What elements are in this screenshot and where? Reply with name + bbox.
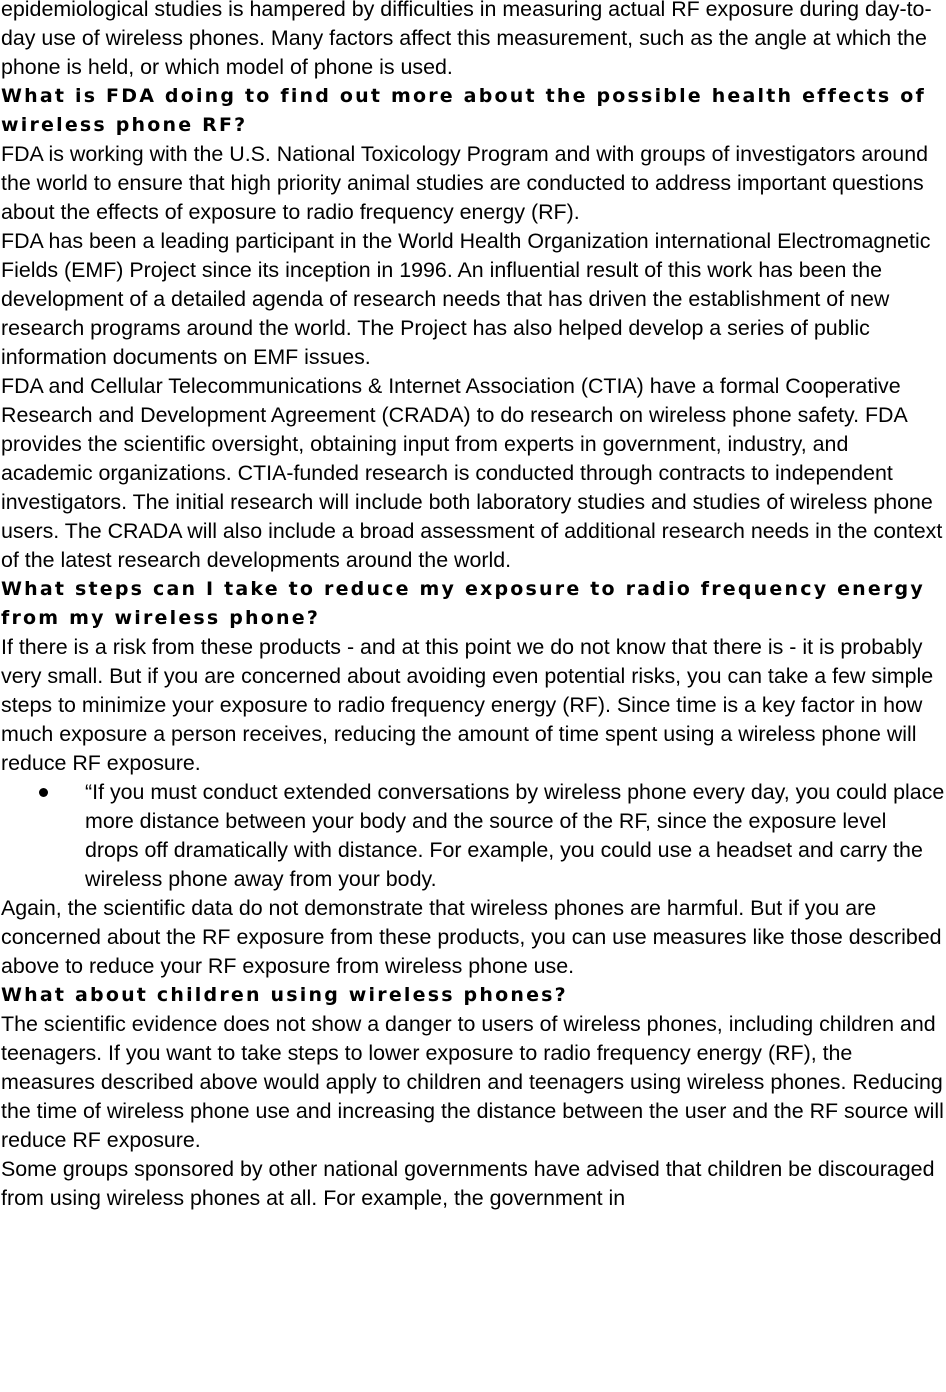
paragraph-again-scientific: Again, the scientific data do not demonstrate that wireless phones are harmful. But if you are concerned about the RF exposure from these products, you can use measures like those described above to reduce your RF exposure from wireless phone use. [1,896,942,978]
bullet-item [1,778,945,894]
heading-fda-research: What is FDA doing to find out more about the possible health effects of wireless phone RF? [1,85,926,136]
bullet-dot-icon [39,788,48,797]
paragraph-children-evidence: The scientific evidence does not show a danger to users of wireless phones, including children and teenagers. If you want to take steps to lower exposure to radio frequency energy (RF), the measures described above would apply to children and teenagers using wireless phones. Reducing the time of wireless phone use and increasing the distance between the user and the RF source will reduce RF exposure. [1,1012,944,1152]
paragraph-ctia-crada: FDA and Cellular Telecommunications & Internet Association (CTIA) have a formal Cooperative Research and Development Agreement (CRADA) to do research on wireless phone safety. FDA provides the scientific oversight, obtaining input from experts in government, industry, and academic organizations. CTIA-funded research is conducted through contracts to independent investigators. The initial research will include both laboratory studies and studies of wireless phone users. The CRADA will also include a broad assessment of additional research needs in the context of the latest research developments around the world. [1,374,943,572]
paragraph-rf-measurement: epidemiological studies is hampered by difficulties in measuring actual RF exposure during day-to-day use of wireless phones. Many factors affect this measurement, such as the angle at which the phone is held, or which model of phone is used. [1,0,932,79]
heading-reduce-exposure: What steps can I take to reduce my exposure to radio frequency energy from my wireless phone? [1,578,925,629]
bullet-list [1,778,945,894]
paragraph-who-emf: FDA has been a leading participant in the World Health Organization international Electromagnetic Fields (EMF) Project since its inception in 1996. An influential result of this work has been the development of a detailed agenda of research needs that has driven the establishment of new research programs around the world. The Project has also helped develop a series of public information documents on EMF issues. [1,229,931,369]
paragraph-risk-small: If there is a risk from these products - and at this point we do not know that there is - it is probably very small. But if you are concerned about avoiding even potential risks, you can take a few simple steps to minimize your exposure to radio frequency energy (RF). Since time is a key factor in how much exposure a person receives, reducing the amount of time spent using a wireless phone will reduce RF exposure. [1,635,934,775]
heading-children: What about children using wireless phones? [1,984,568,1006]
paragraph-ntp: FDA is working with the U.S. National Toxicology Program and with groups of investigators around the world to ensure that high priority animal studies are conducted to address important questions about the effects of exposure to radio frequency energy (RF). [1,142,928,224]
document-page [1,0,945,1213]
paragraph-other-governments: Some groups sponsored by other national governments have advised that children be discouraged from using wireless phones at all. For example, the government in [1,1157,935,1210]
bullet-text: “If you must conduct extended conversations by wireless phone every day, you could place more distance between your body and the source of the RF, since the exposure level drops off dramatically with distance. For example, you could use a headset and carry the wireless phone away from your body. [85,780,945,891]
